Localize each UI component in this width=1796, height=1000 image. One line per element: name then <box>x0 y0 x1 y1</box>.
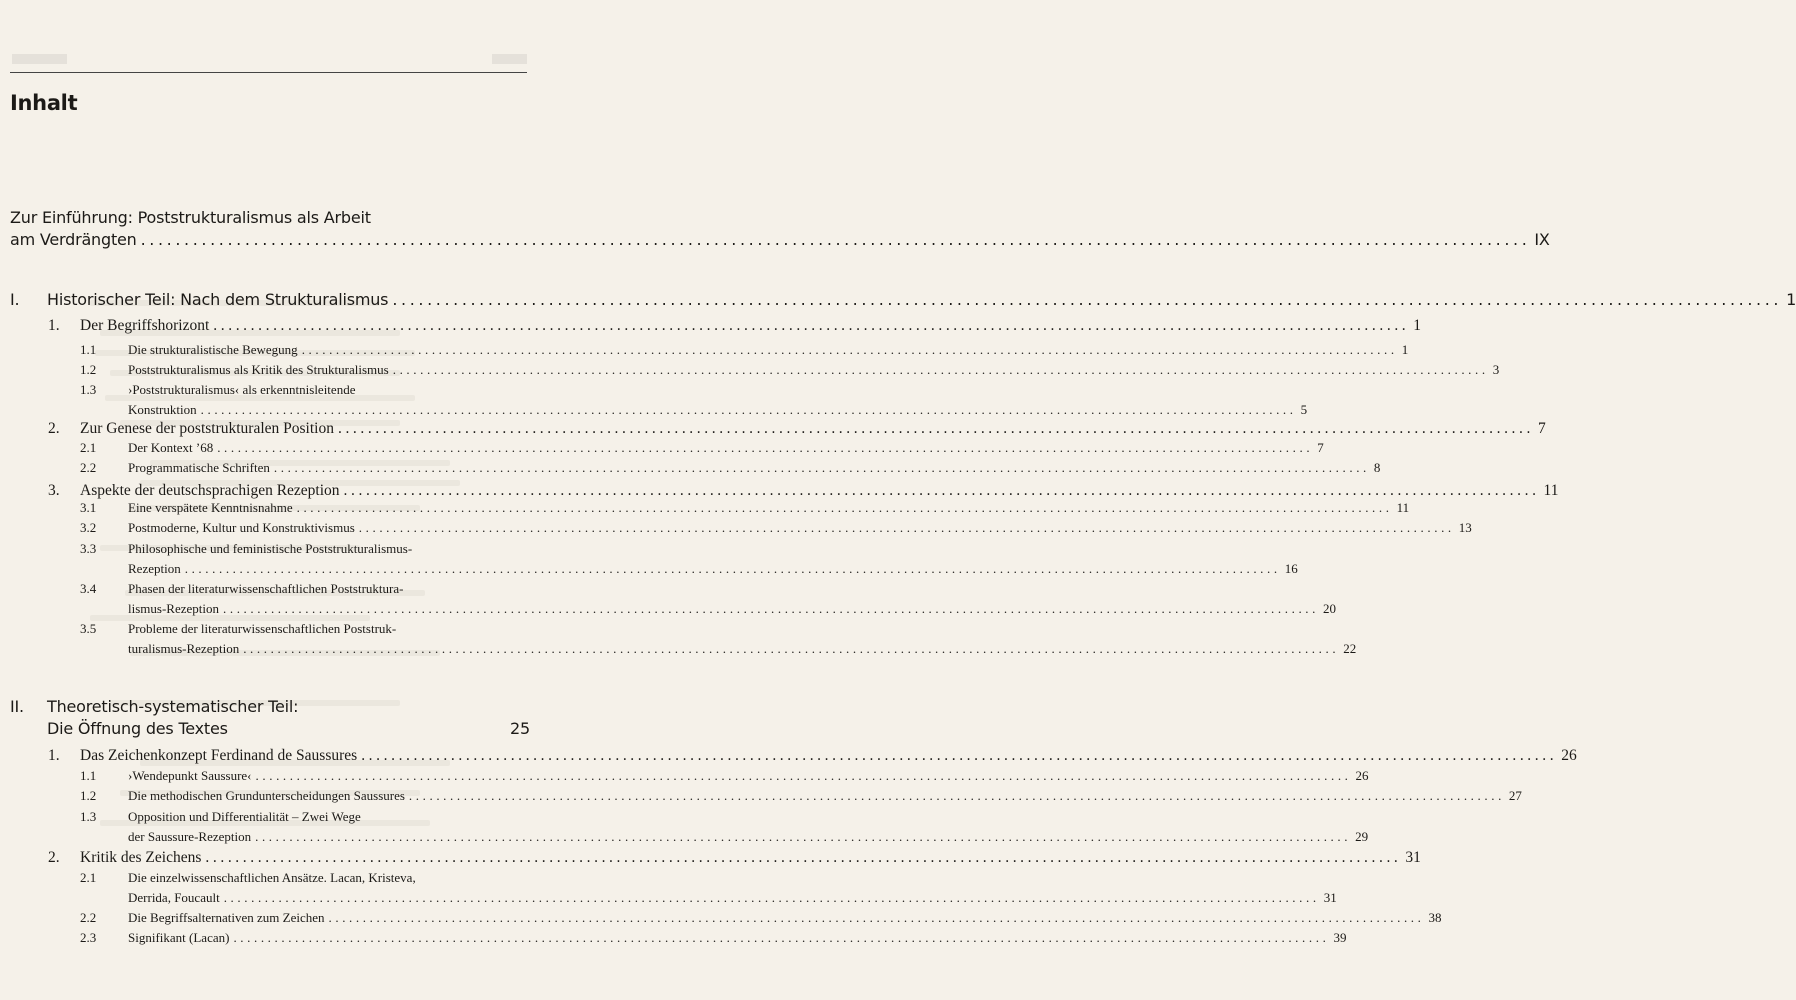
entry-title: Die einzelwissenschaftlichen Ansätze. Lacan, Kristeva, <box>128 870 416 885</box>
page-number: 1 <box>1786 290 1796 309</box>
page-number: 26 <box>1561 747 1577 764</box>
entry-number: 2.1 <box>80 440 97 455</box>
entry-number: 1. <box>48 747 60 764</box>
subsection-entry <box>80 362 1500 378</box>
dot-leader: ................................................................................................................................................................ <box>296 500 1393 515</box>
entry-number: 1. <box>48 317 60 334</box>
entry-title: Die Begriffsalternativen zum Zeichen <box>128 910 325 925</box>
page-number: 7 <box>1537 420 1546 437</box>
entry-title: Signifikant (Lacan) <box>128 930 230 945</box>
page-number: 38 <box>1428 910 1442 925</box>
entry-title: lismus-Rezeption <box>128 601 219 616</box>
dot-leader: ................................................................................................................................................................ <box>140 230 1531 249</box>
entry-title: Philosophische und feministische Poststrukturalismus- <box>128 541 413 556</box>
dot-leader: ................................................................................................................................................................ <box>343 482 1540 499</box>
page-header-ghost <box>12 48 527 70</box>
dot-leader: ................................................................................................................................................................ <box>255 768 1352 783</box>
entry-title: Poststrukturalismus als Kritik des Strukturalismus <box>128 362 389 377</box>
page-number: 1 <box>1401 342 1409 357</box>
subsection-entry <box>80 342 1409 358</box>
dot-leader: ................................................................................................................................................................ <box>361 747 1558 764</box>
page-number: 20 <box>1323 601 1336 616</box>
part-heading <box>10 290 1796 309</box>
dot-leader: ................................................................................................................................................................ <box>255 829 1352 844</box>
page-number: 8 <box>1373 460 1381 475</box>
entry-number: 1.1 <box>80 342 97 357</box>
entry-number: II. <box>10 697 24 716</box>
subsection-entry <box>80 641 1357 657</box>
entry-number: 3. <box>48 482 60 499</box>
entry-number: 1.2 <box>80 362 97 377</box>
entry-title: ›Poststrukturalismus‹ als erkenntnisleitende <box>128 382 356 397</box>
page-number: 11 <box>1543 482 1559 499</box>
dot-leader: ................................................................................................................................................................ <box>213 317 1410 334</box>
entry-number: I. <box>10 290 20 309</box>
entry-number: 2. <box>48 849 60 866</box>
dot-leader: ................................................................................................................................................................ <box>233 930 1330 945</box>
entry-title: Eine verspätete Kenntnisnahme <box>128 500 293 515</box>
entry-title: Historischer Teil: Nach dem Strukturalismus <box>47 290 389 309</box>
entry-title: Phasen der literaturwissenschaftlichen Poststruktura- <box>128 581 404 596</box>
entry-number: 2.1 <box>80 870 97 885</box>
entry-title: turalismus-Rezeption <box>128 641 240 656</box>
entry-number: 3.5 <box>80 621 97 636</box>
entry-number: 3.1 <box>80 500 97 515</box>
entry-title: Theoretisch-systematischer Teil: <box>47 697 299 716</box>
entry-number: 2. <box>48 420 60 437</box>
dot-leader: ................................................................................................................................................................ <box>273 460 1370 475</box>
subsection-entry <box>80 788 1522 804</box>
section-entry <box>48 420 1546 438</box>
page-number: 27 <box>1508 788 1522 803</box>
dot-leader: ................................................................................................................................................................ <box>408 788 1505 803</box>
page-number: 29 <box>1355 829 1369 844</box>
subsection-line <box>80 581 530 597</box>
entry-title: Konstruktion <box>128 402 197 417</box>
subsection-entry <box>80 768 1369 784</box>
subsection-line <box>80 621 530 637</box>
page-number: 1 <box>1413 317 1422 334</box>
page-number: 26 <box>1355 768 1369 783</box>
page-number: 25 <box>510 719 530 738</box>
part-heading-line <box>10 697 530 716</box>
page-number: 11 <box>1396 500 1410 515</box>
intro-line <box>10 208 530 227</box>
entry-title: Opposition und Differentialität – Zwei Wege <box>128 809 361 824</box>
entry-title: Programmatische Schriften <box>128 460 270 475</box>
part-heading <box>10 719 530 738</box>
subsection-entry <box>80 829 1369 845</box>
intro-entry <box>10 230 1550 249</box>
subsection-entry <box>80 500 1410 516</box>
dot-leader: ................................................................................................................................................................ <box>243 641 1340 656</box>
section-entry <box>48 482 1559 500</box>
section-entry <box>48 317 1422 335</box>
entry-title: Rezeption <box>128 561 181 576</box>
subsection-entry <box>80 402 1308 418</box>
header-rule <box>10 72 527 73</box>
page-title: Inhalt <box>10 91 78 115</box>
dot-leader: ................................................................................................................................................................ <box>392 362 1489 377</box>
dot-leader: ................................................................................................................................................................ <box>200 402 1297 417</box>
entry-title: Derrida, Foucault <box>128 890 220 905</box>
page-number: 3 <box>1492 362 1500 377</box>
entry-title: Der Kontext ’68 <box>128 440 214 455</box>
entry-title: Die methodischen Grundunterscheidungen Saussures <box>128 788 405 803</box>
subsection-entry <box>80 890 1337 906</box>
subsection-entry <box>80 910 1442 926</box>
entry-title: am Verdrängten <box>10 230 137 249</box>
dot-leader: ................................................................................................................................................................ <box>184 561 1281 576</box>
page-number: IX <box>1534 230 1550 249</box>
entry-title: Die strukturalistische Bewegung <box>128 342 298 357</box>
entry-number: 2.2 <box>80 460 97 475</box>
entry-number: 1.2 <box>80 788 97 803</box>
subsection-entry <box>80 440 1324 456</box>
dot-leader: ................................................................................................................................................................ <box>337 420 1534 437</box>
entry-title: Die Öffnung des Textes <box>47 719 228 738</box>
page-number: 5 <box>1300 402 1308 417</box>
entry-title: der Saussure-Rezeption <box>128 829 252 844</box>
entry-number: 1.3 <box>80 809 97 824</box>
entry-title: Zur Genese der poststrukturalen Position <box>80 420 334 437</box>
entry-number: 1.3 <box>80 382 97 397</box>
dot-leader: ................................................................................................................................................................ <box>223 890 1320 905</box>
entry-number: 2.2 <box>80 910 97 925</box>
section-entry <box>48 849 1421 867</box>
entry-title: Das Zeichenkonzept Ferdinand de Saussures <box>80 747 358 764</box>
subsection-line <box>80 809 530 825</box>
entry-title: Der Begriffshorizont <box>80 317 210 334</box>
page-number: 39 <box>1333 930 1347 945</box>
page-number: 16 <box>1284 561 1298 576</box>
subsection-entry <box>80 601 1336 617</box>
entry-number: 3.3 <box>80 541 97 556</box>
dot-leader: ................................................................................................................................................................ <box>328 910 1425 925</box>
section-entry <box>48 747 1577 765</box>
subsection-line <box>80 382 530 398</box>
dot-leader: ................................................................................................................................................................ <box>205 849 1402 866</box>
dot-leader: ................................................................................................................................................................ <box>392 290 1783 309</box>
subsection-entry <box>80 520 1472 536</box>
entry-number: 1.1 <box>80 768 97 783</box>
entry-title: Zur Einführung: Poststrukturalismus als Arbeit <box>10 208 371 227</box>
subsection-entry <box>80 930 1347 946</box>
page-number: 7 <box>1317 440 1324 455</box>
subsection-line <box>80 541 530 557</box>
subsection-entry <box>80 460 1381 476</box>
page-number: 22 <box>1343 641 1357 656</box>
entry-number: 3.4 <box>80 581 97 596</box>
entry-title: Kritik des Zeichens <box>80 849 202 866</box>
entry-title: Probleme der literaturwissenschaftlichen Poststruk- <box>128 621 397 636</box>
entry-number: 2.3 <box>80 930 97 945</box>
page-number: 13 <box>1458 520 1472 535</box>
subsection-entry <box>80 561 1298 577</box>
subsection-line <box>80 870 530 886</box>
dot-leader: ................................................................................................................................................................ <box>358 520 1455 535</box>
dot-leader: ................................................................................................................................................................ <box>223 601 1319 616</box>
entry-title: Postmoderne, Kultur und Konstruktivismus <box>128 520 355 535</box>
dot-leader: ................................................................................................................................................................ <box>217 440 1314 455</box>
page-number: 31 <box>1405 849 1421 866</box>
dot-leader: ................................................................................................................................................................ <box>301 342 1398 357</box>
entry-number: 3.2 <box>80 520 97 535</box>
page-number: 31 <box>1323 890 1337 905</box>
entry-title: ›Wendepunkt Saussure‹ <box>128 768 252 783</box>
entry-title: Aspekte der deutschsprachigen Rezeption <box>80 482 340 499</box>
